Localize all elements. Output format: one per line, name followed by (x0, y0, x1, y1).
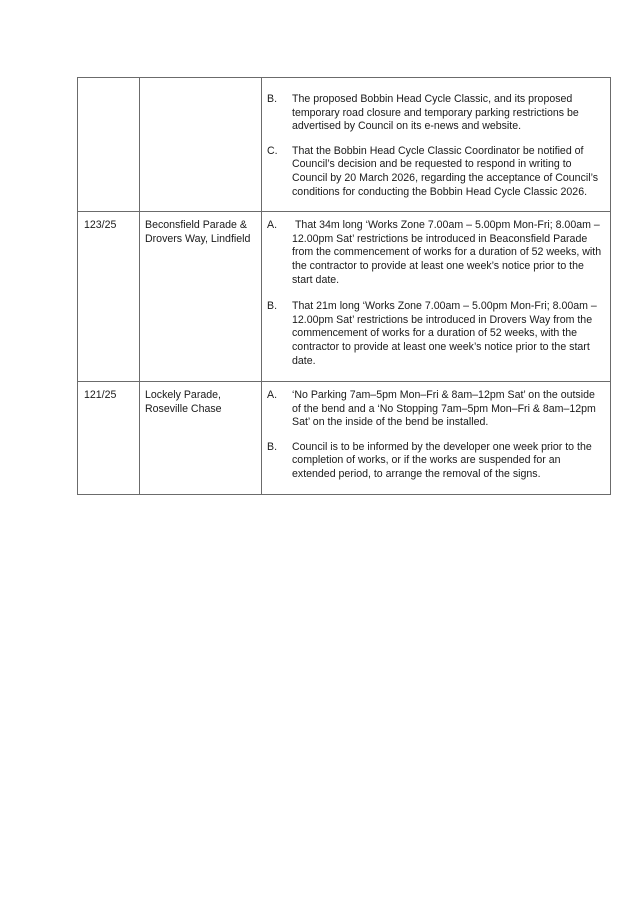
recommendation-item (267, 389, 604, 430)
item-number (78, 78, 139, 85)
item-text: That 21m long ‘Works Zone 7.00am – 5.00pm Mon-Fri; 8.00am – 12.00pm Sat’ restrictions be introduced in Drovers Way from the commencement of works for a duration of 52 weeks, with the contractor to provide at least one week’s notice prior to the start date. (292, 300, 597, 367)
item-number: 121/25 (84, 389, 117, 402)
recommendation-cell (262, 212, 611, 382)
recommendation-item (267, 219, 604, 287)
item-letter: B. (267, 93, 278, 105)
item-letter: B. (267, 300, 278, 313)
location-cell (140, 382, 262, 495)
item-text: Council is to be informed by the developer one week prior to the completion of works, or if the works are suspended for an extended period, to arrange the removal of the signs. (292, 440, 592, 481)
table-row (78, 212, 611, 382)
location-text: Lockely Parade, Roseville Chase (145, 389, 222, 415)
item-letter: C. (267, 144, 278, 157)
item-number-cell (78, 382, 140, 495)
item-number: 123/25 (84, 219, 117, 232)
item-text: That the Bobbin Head Cycle Classic Coordinator be notified of Council’s decision and be requested to respond in writing to Council by 20 March 2026, regarding the acceptance of Council’s conditions for conducting the Bobbin Head Cycle Classic 2026. (292, 144, 599, 198)
traffic-recommendations-table (77, 77, 611, 495)
item-number-cell (78, 212, 140, 382)
location-text (140, 78, 261, 85)
item-letter: B. (267, 440, 278, 453)
table-row (78, 78, 611, 212)
item-text: The proposed Bobbin Head Cycle Classic, and its proposed temporary road closure and temporary parking restrictions be advertised by Council on its e-news and website. (292, 93, 579, 133)
location-cell (140, 78, 262, 212)
recommendation-cell (262, 78, 611, 212)
item-letter: A. (267, 219, 278, 232)
recommendation-item (267, 300, 604, 368)
location-text: Beconsfield Parade & Drovers Way, Lindfield (145, 219, 251, 245)
item-text: That 34m long ‘Works Zone 7.00am – 5.00pm Mon-Fri; 8.00am – 12.00pm Sat’ restrictions be introduced in Beaconsfield Parade from the commencement of works for a duration of 52 weeks, with the contractor to provide at least one week’s notice prior to the start date. (292, 219, 605, 286)
recommendation-item (267, 145, 604, 199)
recommendation-item (267, 93, 604, 134)
table-row (78, 382, 611, 495)
item-text: ‘No Parking 7am–5pm Mon–Fri & 8am–12pm Sat’ on the outside of the bend and a ‘No Stopping 7am–5pm Mon–Fri & 8am–12pm Sat’ on the inside of the bend be installed. (292, 389, 596, 429)
item-letter: A. (267, 389, 278, 402)
item-number-cell (78, 78, 140, 212)
recommendation-cell (262, 382, 611, 495)
location-cell (140, 212, 262, 382)
recommendation-item (267, 441, 604, 482)
